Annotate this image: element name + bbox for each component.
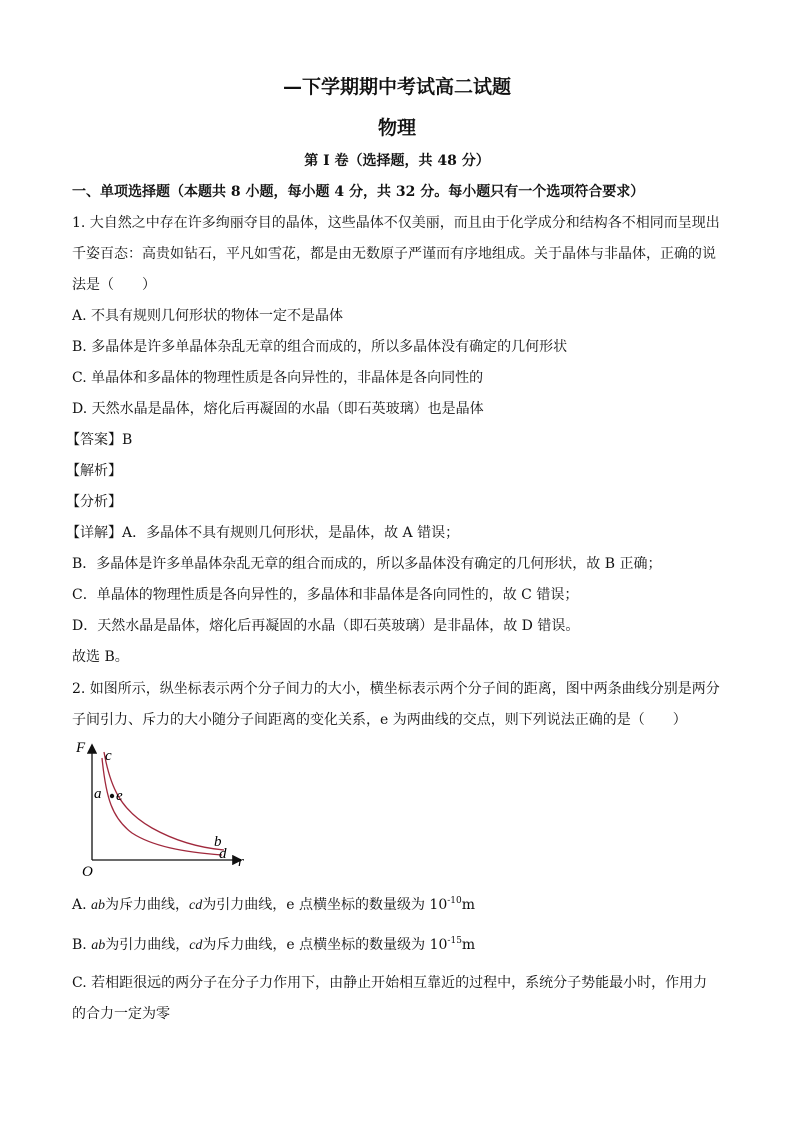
force-distance-diagram: [72, 738, 252, 878]
q2-option-b-exponent: -15: [447, 936, 462, 946]
q2-stem-line-2: 子间引力、斥力的大小随分子间距离的变化关系，e 为两曲线的交点，则下列说法正确的是（ ）: [72, 712, 687, 728]
volume-heading: 第 I 卷（选择题，共 48 分）: [304, 153, 490, 169]
subject-title: 物理: [377, 117, 416, 139]
q2-option-c-line-1: C. 若相距很远的两分子在分子力作用下，由静止开始相互靠近的过程中，系统分子势能最小时，作用力: [72, 975, 708, 991]
q2-option-a-text-1: 为斥力曲线，: [105, 897, 190, 913]
q1-detail-b: B．多晶体是许多单晶体杂乱无章的组合而成的，所以多晶体没有确定的几何形状，故 B 正确；: [72, 556, 662, 572]
q2-option-a-exponent: -10: [447, 896, 462, 906]
q1-jiexi-label: 【解析】: [66, 463, 122, 479]
exam-title: —下学期期中考试高二试题: [282, 76, 511, 98]
label-e: e: [116, 788, 123, 804]
label-r: r: [238, 854, 244, 870]
q2-option-a-ab: ab: [91, 898, 106, 913]
q1-stem-line-3: 法是（ ）: [72, 277, 156, 293]
q2-option-c-line-2: 的合力一定为零: [72, 1006, 170, 1022]
q2-option-a-cd: cd: [189, 898, 203, 913]
q1-detail-c: C．单晶体的物理性质是各向异性的，多晶体和非晶体是各向同性的，故 C 错误；: [72, 587, 579, 603]
q1-option-c: C. 单晶体和多晶体的物理性质是各向异性的，非晶体是各向同性的: [72, 370, 484, 386]
q1-answer: 【答案】B: [66, 432, 133, 448]
force-distance-figure: [72, 738, 252, 878]
q1-option-a: A. 不具有规则几何形状的物体一定不是晶体: [72, 308, 344, 324]
curve-cd: [102, 758, 222, 855]
q2-option-b-text-2: 为斥力曲线，e 点横坐标的数量级为 10: [202, 937, 448, 953]
q1-option-b: B. 多晶体是许多单晶体杂乱无章的组合而成的，所以多晶体没有确定的几何形状: [72, 339, 568, 355]
q2-option-b-unit: m: [461, 937, 476, 953]
label-b: b: [214, 834, 222, 850]
q2-option-b-text-1: 为引力曲线，: [105, 937, 190, 953]
q1-conclusion: 故选 B。: [72, 649, 129, 665]
q2-option-b-prefix: B.: [72, 937, 87, 953]
label-a: a: [94, 786, 102, 802]
q1-stem-line-2: 千姿百态：高贵如钻石，平凡如雪花，都是由无数原子严谨而有序地组成。关于晶体与非晶体，正确的说: [72, 246, 716, 262]
q1-detail-d: D．天然水晶是晶体，熔化后再凝固的水晶（即石英玻璃）是非晶体，故 D 错误。: [72, 618, 580, 634]
q2-option-b-cd: cd: [189, 938, 203, 953]
q2-option-a: [72, 896, 475, 915]
q2-option-a-text-2: 为引力曲线，e 点横坐标的数量级为 10: [202, 897, 448, 913]
q2-option-b: [72, 936, 475, 955]
q2-option-a-unit: m: [461, 897, 476, 913]
q2-option-a-prefix: A.: [72, 897, 87, 913]
q2-option-b-ab: ab: [91, 938, 106, 953]
label-f: F: [76, 740, 86, 756]
q1-detail-a: 【详解】A．多晶体不具有规则几何形状，是晶体，故 A 错误；: [66, 525, 460, 541]
q1-stem-line-1: 1. 大自然之中存在许多绚丽夺目的晶体，这些晶体不仅美丽，而且由于化学成分和结构各不相同而呈现出: [72, 215, 720, 231]
label-o: O: [82, 864, 93, 878]
intersection-point-e: [110, 794, 114, 798]
q1-fenxi-label: 【分析】: [66, 494, 122, 510]
q2-stem-line-1: 2. 如图所示，纵坐标表示两个分子间力的大小，横坐标表示两个分子间的距离，图中两条曲线分别是两分: [72, 681, 720, 697]
section-heading: 一、单项选择题（本题共 8 小题，每小题 4 分，共 32 分。每小题只有一个选项符合要求）: [72, 184, 645, 200]
label-d: d: [219, 846, 227, 862]
label-c: c: [105, 748, 112, 764]
q1-option-d: D. 天然水晶是晶体，熔化后再凝固的水晶（即石英玻璃）也是晶体: [72, 401, 484, 417]
